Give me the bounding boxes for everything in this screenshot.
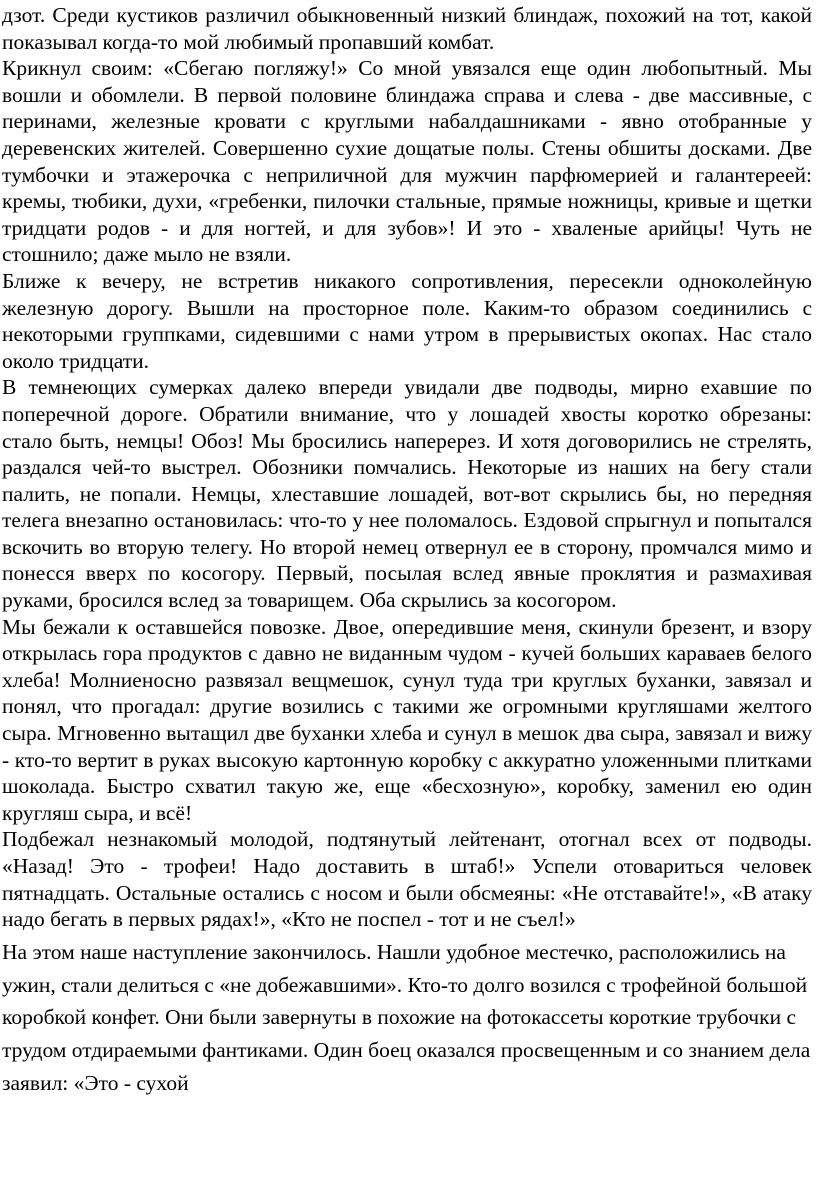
paragraph-evening: Ближе к вечеру, не встретив никакого сопротивления, пересекли одноколейную железную дорогу. Вышли на просторное поле. Каким-то образом соединились с некоторыми группками, сидевшими с нами утром в прерывистых окопах. Нас стало около тридцати. [2, 268, 812, 373]
paragraph-supper: На этом наше наступление закончилось. Нашли удобное местечко, расположились на ужин, стали делиться с «не добежавшими». Кто-то долго возился с трофейной большой коробкой конфет. Они были завернуты в похожие на фотокассеты короткие трубочки с трудом отдираемыми фантиками. Один боец оказался просвещенным и со знанием дела заявил: «Это - сухой [2, 939, 811, 1095]
paragraph-dzot: дзот. Среди кустиков различил обыкновенный низкий блиндаж, похожий на тот, какой показывал когда-то мой любимый пропавший комбат. [2, 3, 812, 54]
paragraph-lieutenant: Подбежал незнакомый молодой, подтянутый лейтенант, отогнал всех от подводы. «Назад! Это - трофеи! Надо доставить в штаб!» Успели отовариться человек пятнадцать. Остальные остались с носом и были обсмеяны: «Не отставайте!», «В атаку надо бегать в первых рядах!», «Кто не поспел - тот и не съел!» [2, 827, 812, 932]
paragraph-convoy: В темнеющих сумерках далеко впереди увидали две подводы, мирно ехавшие по поперечной дороге. Обратили внимание, что у лошадей хвосты коротко обрезаны: стало быть, немцы! Обоз! Мы бросились наперерез. И хотя договорились не стрелять, раздался чей-то выстрел. Обозники помчались. Некоторые из наших на бегу стали палить, не попали. Немцы, хлеставшие лошадей, вот-вот скрылись бы, но передняя телега внезапно остановилась: что-то у нее поломалось. Ездовой спрыгнул и попытался вскочить во вторую телегу. Но второй немец отвернул ее в сторону, промчался мимо и понесся вверх по косогору. Первый, посылая вслед явные проклятия и размахивая руками, бросился вслед за товарищем. Оба скрылись за косогором. [2, 375, 812, 613]
paragraph-wagon: Мы бежали к оставшейся повозке. Двое, опередившие меня, скинули брезент, и взору открылась гора продуктов с давно не виданным чудом - кучей больших караваев белого хлеба! Молниеносно развязал вещмешок, сунул туда три круглых буханки, завязал и понял, что прогадал: другие возились с такими же огромными кругляшами желтого сыра. Мгновенно вытащил две буханки хлеба и сунул в мешок два сыра, завязал и вижу - кто-то вертит в руках высокую картонную коробку с аккуратно уложенными плитками шоколада. Быстро схватил такую же, еще «бесхозную», коробку, заменил ею один кругляш сыра, и всё! [2, 614, 812, 825]
paragraph-blindazh: Крикнул своим: «Сбегаю погляжу!» Со мной увязался еще один любопытный. Мы вошли и обомлели. В первой половине блиндажа справа и слева - две массивные, с перинами, железные кровати с круглыми набалдашниками - явно отобранные у деревенских жителей. Совершенно сухие дощатые полы. Стены обшиты досками. Две тумбочки и этажерочка с неприличной для мужчин парфюмерией и галантереей: кремы, тюбики, духи, «гребенки, пилочки стальные, прямые ножницы, кривые и щетки тридцати родов - и для ногтей, и для зубов»! И это - хваленые арийцы! Чуть не стошнило; даже мыло не взяли. [2, 56, 812, 267]
